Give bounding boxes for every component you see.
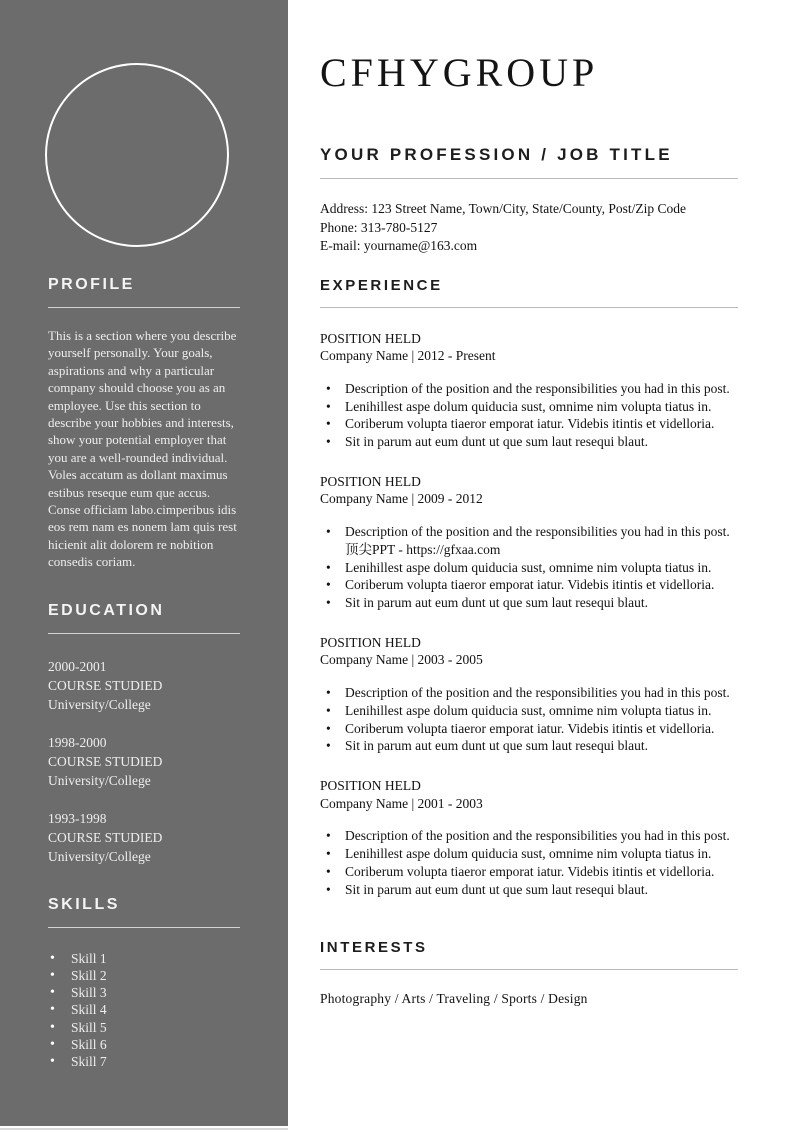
experience-divider xyxy=(320,307,738,308)
education-heading: EDUCATION xyxy=(48,601,165,619)
job-bullet: • Coriberum volupta tiaeror emporat iatur. Videbis itintis et videlloria. xyxy=(320,720,738,738)
experience-jobs xyxy=(320,330,738,899)
person-name: CFHYGROUP xyxy=(320,50,599,95)
job-entry xyxy=(320,330,738,451)
interests-text: Photography / Arts / Traveling / Sports / Design xyxy=(320,991,588,1007)
job-title: POSITION HELD xyxy=(320,473,421,489)
skill-item: • Skill 7 xyxy=(48,1053,240,1070)
job-bullet-list xyxy=(320,380,738,451)
job-title: POSITION HELD xyxy=(320,778,421,794)
job-entry xyxy=(320,634,738,755)
job-bullet: • Sit in parum aut eum dunt ut que sum laut resequi blaut. xyxy=(320,594,738,612)
education-course: COURSE STUDIED xyxy=(48,829,163,845)
interests-divider xyxy=(320,969,738,970)
education-course: COURSE STUDIED xyxy=(48,753,163,769)
job-bullet: • Description of the position and the responsibilities you had in this post. 顶尖PPT - https://gfxaa.com xyxy=(320,523,738,559)
profile-section xyxy=(48,276,240,571)
skill-item: • Skill 5 xyxy=(48,1019,240,1036)
education-school: University/College xyxy=(48,848,151,864)
education-entry xyxy=(48,657,240,714)
job-title: POSITION HELD xyxy=(320,634,421,650)
skills-list xyxy=(48,950,240,1070)
job-bullet: • Sit in parum aut eum dunt ut que sum laut resequi blaut. xyxy=(320,433,738,451)
job-entry xyxy=(320,777,738,898)
job-bullet: • Description of the position and the responsibilities you had in this post. xyxy=(320,684,738,702)
education-course: COURSE STUDIED xyxy=(48,677,163,693)
profile-photo-placeholder xyxy=(45,63,229,247)
job-bullet: • Coriberum volupta tiaeror emporat iatur. Videbis itintis et videlloria. xyxy=(320,863,738,881)
skill-item: • Skill 4 xyxy=(48,1001,240,1018)
job-bullet-list xyxy=(320,523,738,612)
job-bullet: • Lenihillest aspe dolum quiducia sust, omnime nim volupta tiatus in. xyxy=(320,702,738,720)
skill-item: • Skill 3 xyxy=(48,984,240,1001)
education-years: 1998-2000 xyxy=(48,734,107,750)
job-entry xyxy=(320,473,738,612)
job-bullet: • Sit in parum aut eum dunt ut que sum laut resequi blaut. xyxy=(320,737,738,755)
sidebar-bottom-edge xyxy=(0,1128,288,1130)
education-entry xyxy=(48,809,240,866)
contact-email: E-mail: yourname@163.com xyxy=(320,238,478,254)
skills-divider xyxy=(48,927,240,928)
job-bullet: • Lenihillest aspe dolum quiducia sust, omnime nim volupta tiatus in. xyxy=(320,845,738,863)
profession-divider xyxy=(320,178,738,179)
contact-address: Address: 123 Street Name, Town/City, State/County, Post/Zip Code xyxy=(320,201,687,216)
interests-heading: INTERESTS xyxy=(320,939,428,957)
contact-block xyxy=(320,200,738,256)
job-company-dates: Company Name | 2009 - 2012 xyxy=(320,491,483,507)
job-bullet: • Coriberum volupta tiaeror emporat iatur. Videbis itintis et videlloria. xyxy=(320,576,738,594)
job-company-dates: Company Name | 2003 - 2005 xyxy=(320,652,483,668)
skills-section xyxy=(48,896,240,1070)
education-list xyxy=(48,657,240,866)
skills-heading: SKILLS xyxy=(48,895,120,913)
job-bullet: • Lenihillest aspe dolum quiducia sust, omnime nim volupta tiatus in. xyxy=(320,398,738,416)
education-section xyxy=(48,602,240,866)
job-bullet-list xyxy=(320,827,738,898)
job-title: POSITION HELD xyxy=(320,330,421,346)
job-bullet: • Lenihillest aspe dolum quiducia sust, omnime nim volupta tiatus in. xyxy=(320,559,738,577)
job-bullet: • Sit in parum aut eum dunt ut que sum laut resequi blaut. xyxy=(320,881,738,899)
job-bullet: • Coriberum volupta tiaeror emporat iatur. Videbis itintis et videlloria. xyxy=(320,415,738,433)
education-years: 2000-2001 xyxy=(48,658,107,674)
main-column xyxy=(288,0,800,1132)
skill-item: • Skill 1 xyxy=(48,950,240,967)
education-years: 1993-1998 xyxy=(48,810,107,826)
skill-item: • Skill 2 xyxy=(48,967,240,984)
profile-text: This is a section where you describe yourself personally. Your goals, aspirations and why a particular company should choose you as an employee. Use this section to describe your hobbies and interests, show your potential employer that you are a well-rounded individual. Voles accatum as dollant maximus estibus reseque eum que accus. Conse officiam labo.cimperibus idis eos rem nam es nonem lam quis rest hicienit alit dolorem re nobition consedis coriam. xyxy=(48,328,237,570)
profession-title: YOUR PROFESSION / JOB TITLE xyxy=(320,145,673,164)
job-company-dates: Company Name | 2001 - 2003 xyxy=(320,795,483,811)
experience-heading: EXPERIENCE xyxy=(320,276,443,294)
profile-heading: PROFILE xyxy=(48,276,135,293)
education-school: University/College xyxy=(48,696,151,712)
education-entry xyxy=(48,733,240,790)
skill-item: • Skill 6 xyxy=(48,1036,240,1053)
job-company-dates: Company Name | 2012 - Present xyxy=(320,348,496,364)
education-school: University/College xyxy=(48,772,151,788)
job-bullet: • Description of the position and the responsibilities you had in this post. xyxy=(320,827,738,845)
profile-divider xyxy=(48,307,240,308)
sidebar xyxy=(0,0,288,1126)
education-divider xyxy=(48,633,240,634)
contact-phone: Phone: 313-780-5127 xyxy=(320,219,438,235)
job-bullet: • Description of the position and the responsibilities you had in this post. xyxy=(320,380,738,398)
job-bullet-list xyxy=(320,684,738,755)
